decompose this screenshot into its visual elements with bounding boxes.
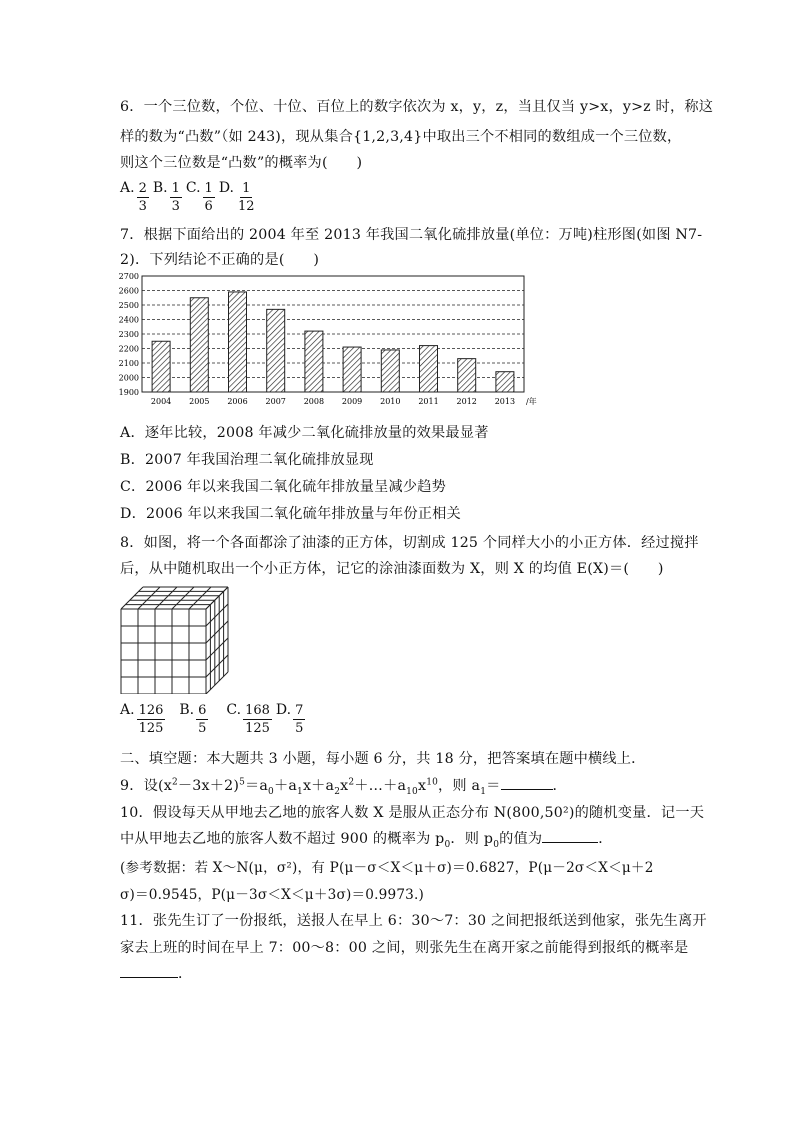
bar-2013 bbox=[496, 372, 514, 392]
bar-2005 bbox=[190, 298, 208, 392]
x-tick-label: 2006 bbox=[227, 397, 248, 406]
cube-edge bbox=[206, 638, 228, 660]
option-label: B. bbox=[179, 702, 195, 718]
q7-line-1: 7．根据下面给出的 2004 年至 2013 年我国二氧化硫排放量(单位：万吨)柱形图(如图 N7- bbox=[120, 227, 703, 243]
q10-reference-line-1: (参考数据：若 X～N(μ，σ²)，有 P(μ－σ＜X＜μ＋σ)＝0.6827，P(μ－2σ＜X＜μ＋2 bbox=[120, 860, 654, 876]
x-tick-label: 2011 bbox=[418, 397, 439, 406]
cube-edge bbox=[121, 587, 143, 609]
q9-text: ，则 a bbox=[438, 778, 481, 794]
x-tick-label: 2010 bbox=[380, 397, 401, 406]
y-tick-labels bbox=[119, 272, 139, 397]
bar-2008 bbox=[305, 331, 323, 392]
emissions-bar-chart bbox=[112, 272, 542, 412]
q11-answer-blank[interactable] bbox=[120, 965, 178, 978]
q7-option-c[interactable]: C．2006 年以来我国二氧化硫年排放量呈减少趋势 bbox=[120, 479, 447, 495]
bars bbox=[152, 292, 514, 392]
q11-text: ． bbox=[178, 966, 193, 982]
q7-option-b[interactable]: B．2007 年我国治理二氧化硫排放显现 bbox=[120, 452, 374, 468]
q7-option-d[interactable]: D．2006 年以来我国二氧化硫年排放量与年份正相关 bbox=[120, 506, 461, 522]
q9-text: ＝ bbox=[486, 778, 501, 794]
superscript: 5 bbox=[239, 777, 245, 788]
subscript: 0 bbox=[444, 839, 451, 850]
q8-line-1: 8．如图，将一个各面都涂了油漆的正方体，切割成 125 个同样大小的小正方体．经过搅拌 bbox=[120, 535, 699, 551]
fraction-numerator: 1 bbox=[171, 181, 180, 196]
cube-edge bbox=[206, 587, 228, 609]
q9-text: ． bbox=[552, 778, 567, 794]
q9-answer-blank[interactable] bbox=[501, 777, 553, 790]
y-tick-label: 2300 bbox=[118, 330, 139, 339]
cube-edge bbox=[206, 655, 228, 677]
q10-text: 的值为 bbox=[499, 831, 543, 847]
q8-option-d[interactable] bbox=[276, 702, 309, 735]
q10-line-2 bbox=[120, 828, 613, 850]
subscript: 10 bbox=[406, 786, 418, 797]
option-label: A. bbox=[120, 702, 135, 718]
fraction-denominator: 5 bbox=[295, 721, 304, 736]
fraction-denominator: 3 bbox=[171, 199, 180, 214]
cube-edge bbox=[172, 587, 194, 609]
x-tick-label: 2012 bbox=[456, 397, 477, 406]
bar-2011 bbox=[420, 346, 438, 392]
x-tick-label: 2009 bbox=[341, 397, 363, 406]
bar-2007 bbox=[267, 309, 285, 392]
fraction-denominator: 3 bbox=[138, 199, 147, 214]
q10-line-1: 10．假设每天从甲地去乙地的旅客人数 X 是服从正态分布 N(800,50²)的随机变量．记一天 bbox=[120, 805, 705, 821]
q6-line-3: 则这个三位数是“凸数”的概率为( ) bbox=[120, 155, 363, 171]
q6-line-2: 样的数为“凸数”（如 243)，现从集合{1,2,3,4}中取出三个不相同的数组成一个三位数， bbox=[120, 129, 682, 145]
q11-line-2: 家去上班的时间在早上 7：00～8：00 之间，则张先生在离开家之前能得到报纸的概率是 bbox=[120, 940, 689, 956]
subscript: 2 bbox=[334, 786, 341, 797]
q10-answer-blank[interactable] bbox=[542, 830, 598, 843]
y-tick-label: 2000 bbox=[118, 373, 139, 383]
bar-2004 bbox=[152, 341, 170, 392]
q9-text: x bbox=[340, 778, 349, 794]
fraction-numerator: 2 bbox=[138, 181, 147, 196]
q10-reference-line-2: σ)＝0.9545，P(μ－3σ＜X＜μ＋3σ)＝0.9973.) bbox=[120, 887, 425, 903]
y-tick-label: 2100 bbox=[118, 359, 139, 368]
painted-cube-figure bbox=[118, 582, 230, 694]
y-tick-label: 2700 bbox=[118, 272, 139, 281]
fraction-numerator: 126 bbox=[138, 703, 164, 718]
fraction-denominator: 12 bbox=[238, 199, 255, 214]
q10-text: ． bbox=[598, 831, 613, 847]
x-tick-label: 2007 bbox=[265, 397, 286, 406]
q8-option-b[interactable] bbox=[179, 702, 212, 735]
cube-edge bbox=[138, 587, 160, 609]
cube-edge bbox=[206, 672, 228, 694]
subscript: 0 bbox=[268, 786, 274, 797]
section-2-heading: 二、填空题：本大题共 3 小题，每小题 6 分，共 18 分，把答案填在题中横线上． bbox=[120, 751, 646, 767]
q9-text: ＋…＋a bbox=[354, 778, 407, 794]
fraction-numerator: 7 bbox=[295, 703, 304, 718]
q10-text: 中从甲地去乙地的旅客人数不超过 900 的概率为 p bbox=[120, 831, 445, 847]
x-unit-label: /年 bbox=[526, 397, 537, 406]
bar-2006 bbox=[229, 292, 247, 392]
bar-2009 bbox=[343, 347, 361, 392]
y-tick-label: 2200 bbox=[118, 344, 139, 354]
fraction-denominator: 6 bbox=[204, 199, 213, 214]
x-tick-label: 2008 bbox=[303, 397, 325, 406]
q9-text: －3x＋2) bbox=[177, 778, 240, 794]
option-label: C. bbox=[226, 702, 242, 718]
q9-line bbox=[120, 775, 567, 797]
q11-line-3 bbox=[120, 963, 192, 983]
option-label: D. bbox=[218, 180, 235, 196]
q8-options bbox=[120, 702, 309, 735]
q6-option-c[interactable] bbox=[186, 180, 219, 213]
q6-option-d[interactable] bbox=[219, 180, 261, 213]
superscript: 2 bbox=[171, 777, 178, 788]
x-tick-labels bbox=[151, 397, 515, 406]
option-label: A. bbox=[120, 180, 135, 196]
fraction-numerator: 168 bbox=[245, 703, 270, 718]
y-tick-label: 2600 bbox=[118, 286, 139, 296]
y-tick-label: 2500 bbox=[118, 301, 139, 310]
superscript: 10 bbox=[426, 777, 439, 788]
q9-text: ＋a bbox=[273, 778, 298, 794]
bar-2010 bbox=[381, 350, 399, 392]
q10-text: ．则 p bbox=[450, 831, 494, 847]
option-label: C. bbox=[185, 180, 201, 196]
q8-option-a[interactable] bbox=[120, 702, 169, 735]
y-tick-label: 1900 bbox=[118, 388, 139, 397]
q9-text: ＝a bbox=[245, 778, 269, 794]
fraction-numerator: 1 bbox=[242, 181, 251, 196]
q6-option-b[interactable] bbox=[153, 180, 186, 213]
subscript: 0 bbox=[493, 839, 500, 850]
x-tick-label: 2005 bbox=[189, 397, 210, 406]
q7-option-a[interactable]: A．逐年比较，2008 年减少二氧化硫排放量的效果最显著 bbox=[120, 425, 489, 441]
q6-option-a[interactable] bbox=[120, 180, 153, 213]
fraction-numerator: 1 bbox=[204, 181, 213, 196]
option-label: D. bbox=[275, 702, 292, 718]
x-tick-label: 2013 bbox=[494, 397, 516, 406]
q9-text: 9．设(x bbox=[120, 778, 172, 794]
y-tick-label: 2400 bbox=[118, 315, 139, 325]
fraction-numerator: 6 bbox=[198, 703, 207, 718]
q9-text: x bbox=[417, 778, 427, 794]
q9-text: x＋a bbox=[302, 778, 335, 794]
cube-edge bbox=[206, 621, 228, 643]
bar-2012 bbox=[458, 359, 476, 392]
q6-line-1: 6．一个三位数，个位、十位、百位上的数字依次为 x，y，z，当且仅当 y>x，y>z 时，称这 bbox=[120, 99, 714, 115]
cube-edge bbox=[206, 604, 228, 626]
cube-edge bbox=[189, 587, 211, 609]
x-tick-label: 2004 bbox=[150, 397, 172, 406]
q7-line-2: 2)．下列结论不正确的是( ) bbox=[120, 252, 320, 268]
q8-option-c[interactable] bbox=[226, 702, 276, 735]
subscript: 1 bbox=[480, 786, 487, 797]
option-label: B. bbox=[152, 180, 168, 196]
subscript: 1 bbox=[297, 786, 303, 797]
fraction-denominator: 125 bbox=[245, 721, 270, 736]
q11-line-1: 11．张先生订了一份报纸，送报人在早上 6：30～7：30 之间把报纸送到他家，张先生离开 bbox=[120, 913, 707, 929]
fraction-denominator: 5 bbox=[198, 721, 207, 736]
q8-line-2: 后，从中随机取出一个小正方体，记它的涂油漆面数为 X，则 X 的均值 E(X)＝( ) bbox=[120, 561, 664, 577]
superscript: 2 bbox=[348, 777, 355, 788]
cube-edge bbox=[155, 587, 177, 609]
q6-options bbox=[120, 180, 261, 213]
fraction-denominator: 125 bbox=[138, 721, 164, 736]
